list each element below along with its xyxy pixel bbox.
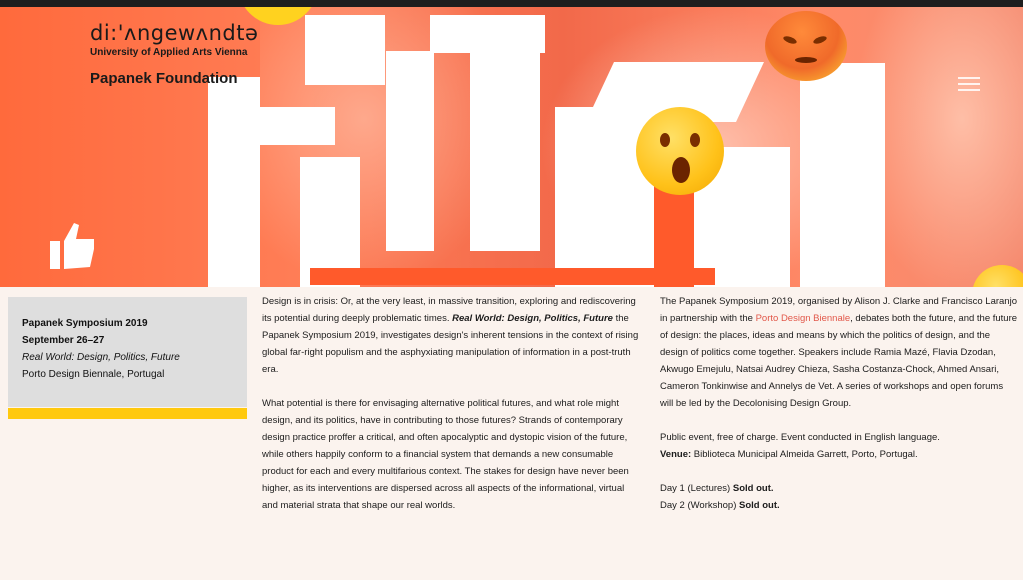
- organisers-text-cont: , debates both the future, and the future of design: the places, ideas and means by which the politics of design, and the design of politics come together. Speakers include Ramia Mazé, Flavia Dzodan, Akwugo Emejulu, Natsai Audrey Chieza, Sasha Costanza-Chock, Ahmed Ansari, Cameron Tonkinwise and Annelys de Vet. A series of workshops and open forums will be led by the Decolonising Design Group.: [660, 313, 1018, 409]
- letter-shape: [430, 15, 545, 53]
- university-name: University of Applied Arts Vienna: [90, 47, 248, 58]
- angry-emoji-icon: [765, 11, 847, 81]
- day1-line: [660, 480, 1018, 497]
- letter-shape: [305, 15, 385, 85]
- venue-text: Biblioteca Municipal Almeida Garrett, Porto, Portugal.: [693, 449, 918, 460]
- letter-shape: [470, 51, 540, 251]
- event-title: Papanek Symposium 2019: [22, 318, 148, 329]
- window-top-bar: [0, 0, 1023, 7]
- organisers-paragraph: [660, 293, 1018, 412]
- intro-text-cont: the Papanek Symposium 2019, investigates design's inherent tensions in the context of rising global far-right populism and the asphyxiating manipulation of information in a post-truth era.: [262, 313, 639, 375]
- intro-text: Design is in crisis: Or, at the very least, in massive transition, exploring and rediscovering its potential during deeply problematic times.: [262, 296, 636, 324]
- letter-shape: [800, 63, 885, 287]
- intro-paragraph: [262, 293, 640, 378]
- site-logo[interactable]: [90, 21, 258, 87]
- description-column-1: [262, 293, 640, 531]
- venue-paragraph: [660, 429, 1018, 463]
- venue-label: Venue:: [660, 449, 692, 460]
- description-column-2: [660, 293, 1018, 514]
- shocked-emoji-icon: [636, 107, 724, 195]
- day2-status: Sold out.: [739, 500, 780, 511]
- organisers-text: The Papanek Symposium 2019, organised by Alison J. Clarke and Francisco Laranjo in partnership with the: [660, 296, 1017, 324]
- content-section: [0, 287, 1023, 580]
- yellow-accent-bar: [8, 408, 247, 419]
- thumbs-up-icon[interactable]: [48, 219, 98, 271]
- day2-line: [660, 497, 1018, 514]
- letter-shape: [225, 107, 335, 145]
- menu-icon[interactable]: [958, 77, 980, 93]
- day2-label: Day 2 (Workshop): [660, 500, 737, 511]
- questions-paragraph: What potential is there for envisaging alternative political futures, and what role might design, and its politics, have in contributing to those futures? Strands of contemporary design practice proffer a critical, and often apocalyptic and dystopic vision of the future, while others happily conform to a financial system that demands a new consumable product for each and every multifarious context. The stakes for design have never been higher, as its interventions are dispersed across all aspects of the informational, virtual and material strata that shape our real worlds.: [262, 398, 629, 511]
- angewandte-wordmark: di:'ʌngewʌndtə: [90, 21, 259, 45]
- porto-design-biennale-link[interactable]: Porto Design Biennale: [755, 313, 851, 324]
- public-event-text: Public event, free of charge. Event conducted in English language.: [660, 432, 940, 443]
- letter-shape: [386, 51, 434, 251]
- day1-label: Day 1 (Lectures): [660, 483, 731, 494]
- foundation-name: Papanek Foundation: [90, 70, 238, 87]
- event-subtitle: Real World: Design, Politics, Future: [22, 352, 180, 363]
- day1-status: Sold out.: [732, 483, 774, 494]
- event-location: Porto Design Biennale, Portugal: [22, 369, 165, 380]
- event-dates: September 26–27: [22, 335, 105, 346]
- hero-banner: [0, 7, 1023, 287]
- symposium-theme: Real World: Design, Politics, Future: [452, 313, 613, 324]
- event-info-box: [8, 297, 247, 407]
